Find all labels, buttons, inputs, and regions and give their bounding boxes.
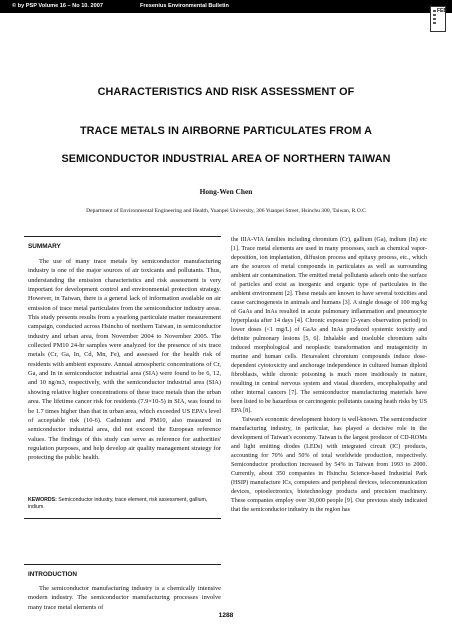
summary-paragraph: The use of many trace metals by semiconductor manufacturing industry is one of the major sources of air toxicants and pollutants. Thus, understanding the emission characteristics and risk assessment is very important for development control and environmental protection strategy. However, in Taiwan, there is a general lack of information available on air emission of trace metal particulates from the semiconductor industry areas. This study presents results from a yearlong particulate matter measurement campaign, conducted across Hsinchu of northern Taiwan, in semiconductor industry and urban area, from November 2004 to November 2005. The collected PM10 24-hr samples were analyzed for the presence of six trace metals (Cr, Ga, In, Cd, Mn, Fe), and assessed for the health risk of residents with ambient exposure. Annual atmospheric concentrations of Cr, Ga, and In in semiconductor industrial area (SIA) were found to be 6, 12, and 10 ng/m3, respectively, with the semiconductor industrial area (SIA) showing relative higher concentrations of these trace metals than the urban area. The lifetime cancer risk for residents (7.9×10-5) in SIA, was found to be 1.7 times higher than that in urban area, which exceeded US EPA's level of acceptable risk (10-6). Cadmium and PM10, also measured in semiconductor industrial area, did not exceed the European reference values. The findings of this study can serve as reference for authorities' regulation purposes, and help develop air quality management strategy for protecting the public health. <box>28 258 221 462</box>
right-paragraph-2: Taiwan's economic development history is well-known. The semiconductor manufacturing industry, in particular, has played a decisive role in the development of Taiwan's economy. Taiwan is the largest producer of CD-ROMs and light emitting diodes (LEDs) with integrated circuit (IC) products, accounting for 70% and 50% of total worldwide production, respectively. Semiconductor production increased by 54% in Taiwan from 1993 to 2000. Currently, about 350 companies in Hsinchu Science-based Industrial Park (HSIP) manufacture ICs, computers and peripheral devices, telecommunication devices, optoelectronics, biotechnology products and precision machinery. These companies employ over 30,000 people [9]. Our previous study indicated that the semiconductor industry in the region has <box>231 417 427 513</box>
page-number: 1288 <box>218 612 234 619</box>
volume-info: © by PSP Volume 16 – No 10. 2007 <box>12 3 103 9</box>
title-line-2: TRACE METALS IN AIRBORNE PARTICULATES FROM A <box>79 125 373 137</box>
introduction-paragraph: The semiconductor manufacturing industry is a chemically intensive modern industry. The semiconductor manufacturing processes involve many trace metal elements of <box>28 585 221 611</box>
right-column <box>231 236 427 515</box>
introduction-top-rule <box>24 564 221 565</box>
keywords <box>28 497 220 512</box>
journal-header-bar <box>0 0 452 13</box>
summary-top-rule <box>24 236 221 237</box>
feb-logo <box>430 6 446 32</box>
title-line-3: SEMICONDUCTOR INDUSTRIAL AREA OF NORTHERN TAIWAN <box>61 153 391 165</box>
summary-heading: SUMMARY <box>28 243 61 250</box>
keywords-rule <box>24 518 221 519</box>
keywords-label: KEWORDS: <box>28 497 57 503</box>
introduction-text <box>28 584 221 612</box>
introduction-heading: INTRODUCTION <box>28 571 77 578</box>
summary-text <box>28 257 221 463</box>
right-paragraph-1: the IIIA-VIA families including chromium (Cr), gallium (Ga), indium (In) etc [1]. Trace metal elements are used in many processes, such as chemical vapor-deposition, ion implantation, diffusion process and epitaxy process, etc., which are the sources of metal compounds in particulates as well as surrounding ambient air contamination. The emitted metal pollutants adsorb onto the surface of particles and exist as inorganic and organic type of particulates in the ambient environment [2]. These metals are known to have several toxicities and cause carcinogenesis in animals and humans [3]. A single dosage of 100 mg/kg of GaAs and InAs resulted in acute pulmonary inflammation and pneumocyte hyperplasia after 14 days [4]. Chronic exposure (2-years observation period) to lower doses (<1 mg/L) of GaAs and InAs produced systemic toxicity and definite pulmonary lesions [5, 6]. Inhalable and insoluble chromium salts induced morphological and neoplastic transformation and mutagenicity in murine and human cells. Hexavalent chromium compounds induce dose-dependent cytotoxicity and anchorage independence in cultured human diploid fibroblasts, while chronic poisoning is much more insidiously in nature, resulting in central nervous system and visual disorders, encephalopathy and other internal cancers [7]. The semiconductor manufacturing materials have been listed to be hazardous or carcinogenic pollutants causing heath risks by US EPA [8]. <box>231 237 427 414</box>
journal-name: Fresenius Environmental Bulletin <box>140 3 229 9</box>
author-affiliation: Department of Environmental Engineering and Health, Yuanpei University, 306 Yuanpei Street, Hsinchu 300, Taiwan, R.O.C <box>86 208 366 214</box>
author-name: Hong-Wen Chen <box>199 187 253 196</box>
logo-stripes <box>433 10 436 26</box>
logo-text: FEB <box>437 8 447 14</box>
title-line-1: CHARACTERISTICS AND RISK ASSESSMENT OF <box>97 86 355 98</box>
keywords-text: Semiconductor industry, trace element, risk assessment, gallium, indium. <box>28 497 208 511</box>
